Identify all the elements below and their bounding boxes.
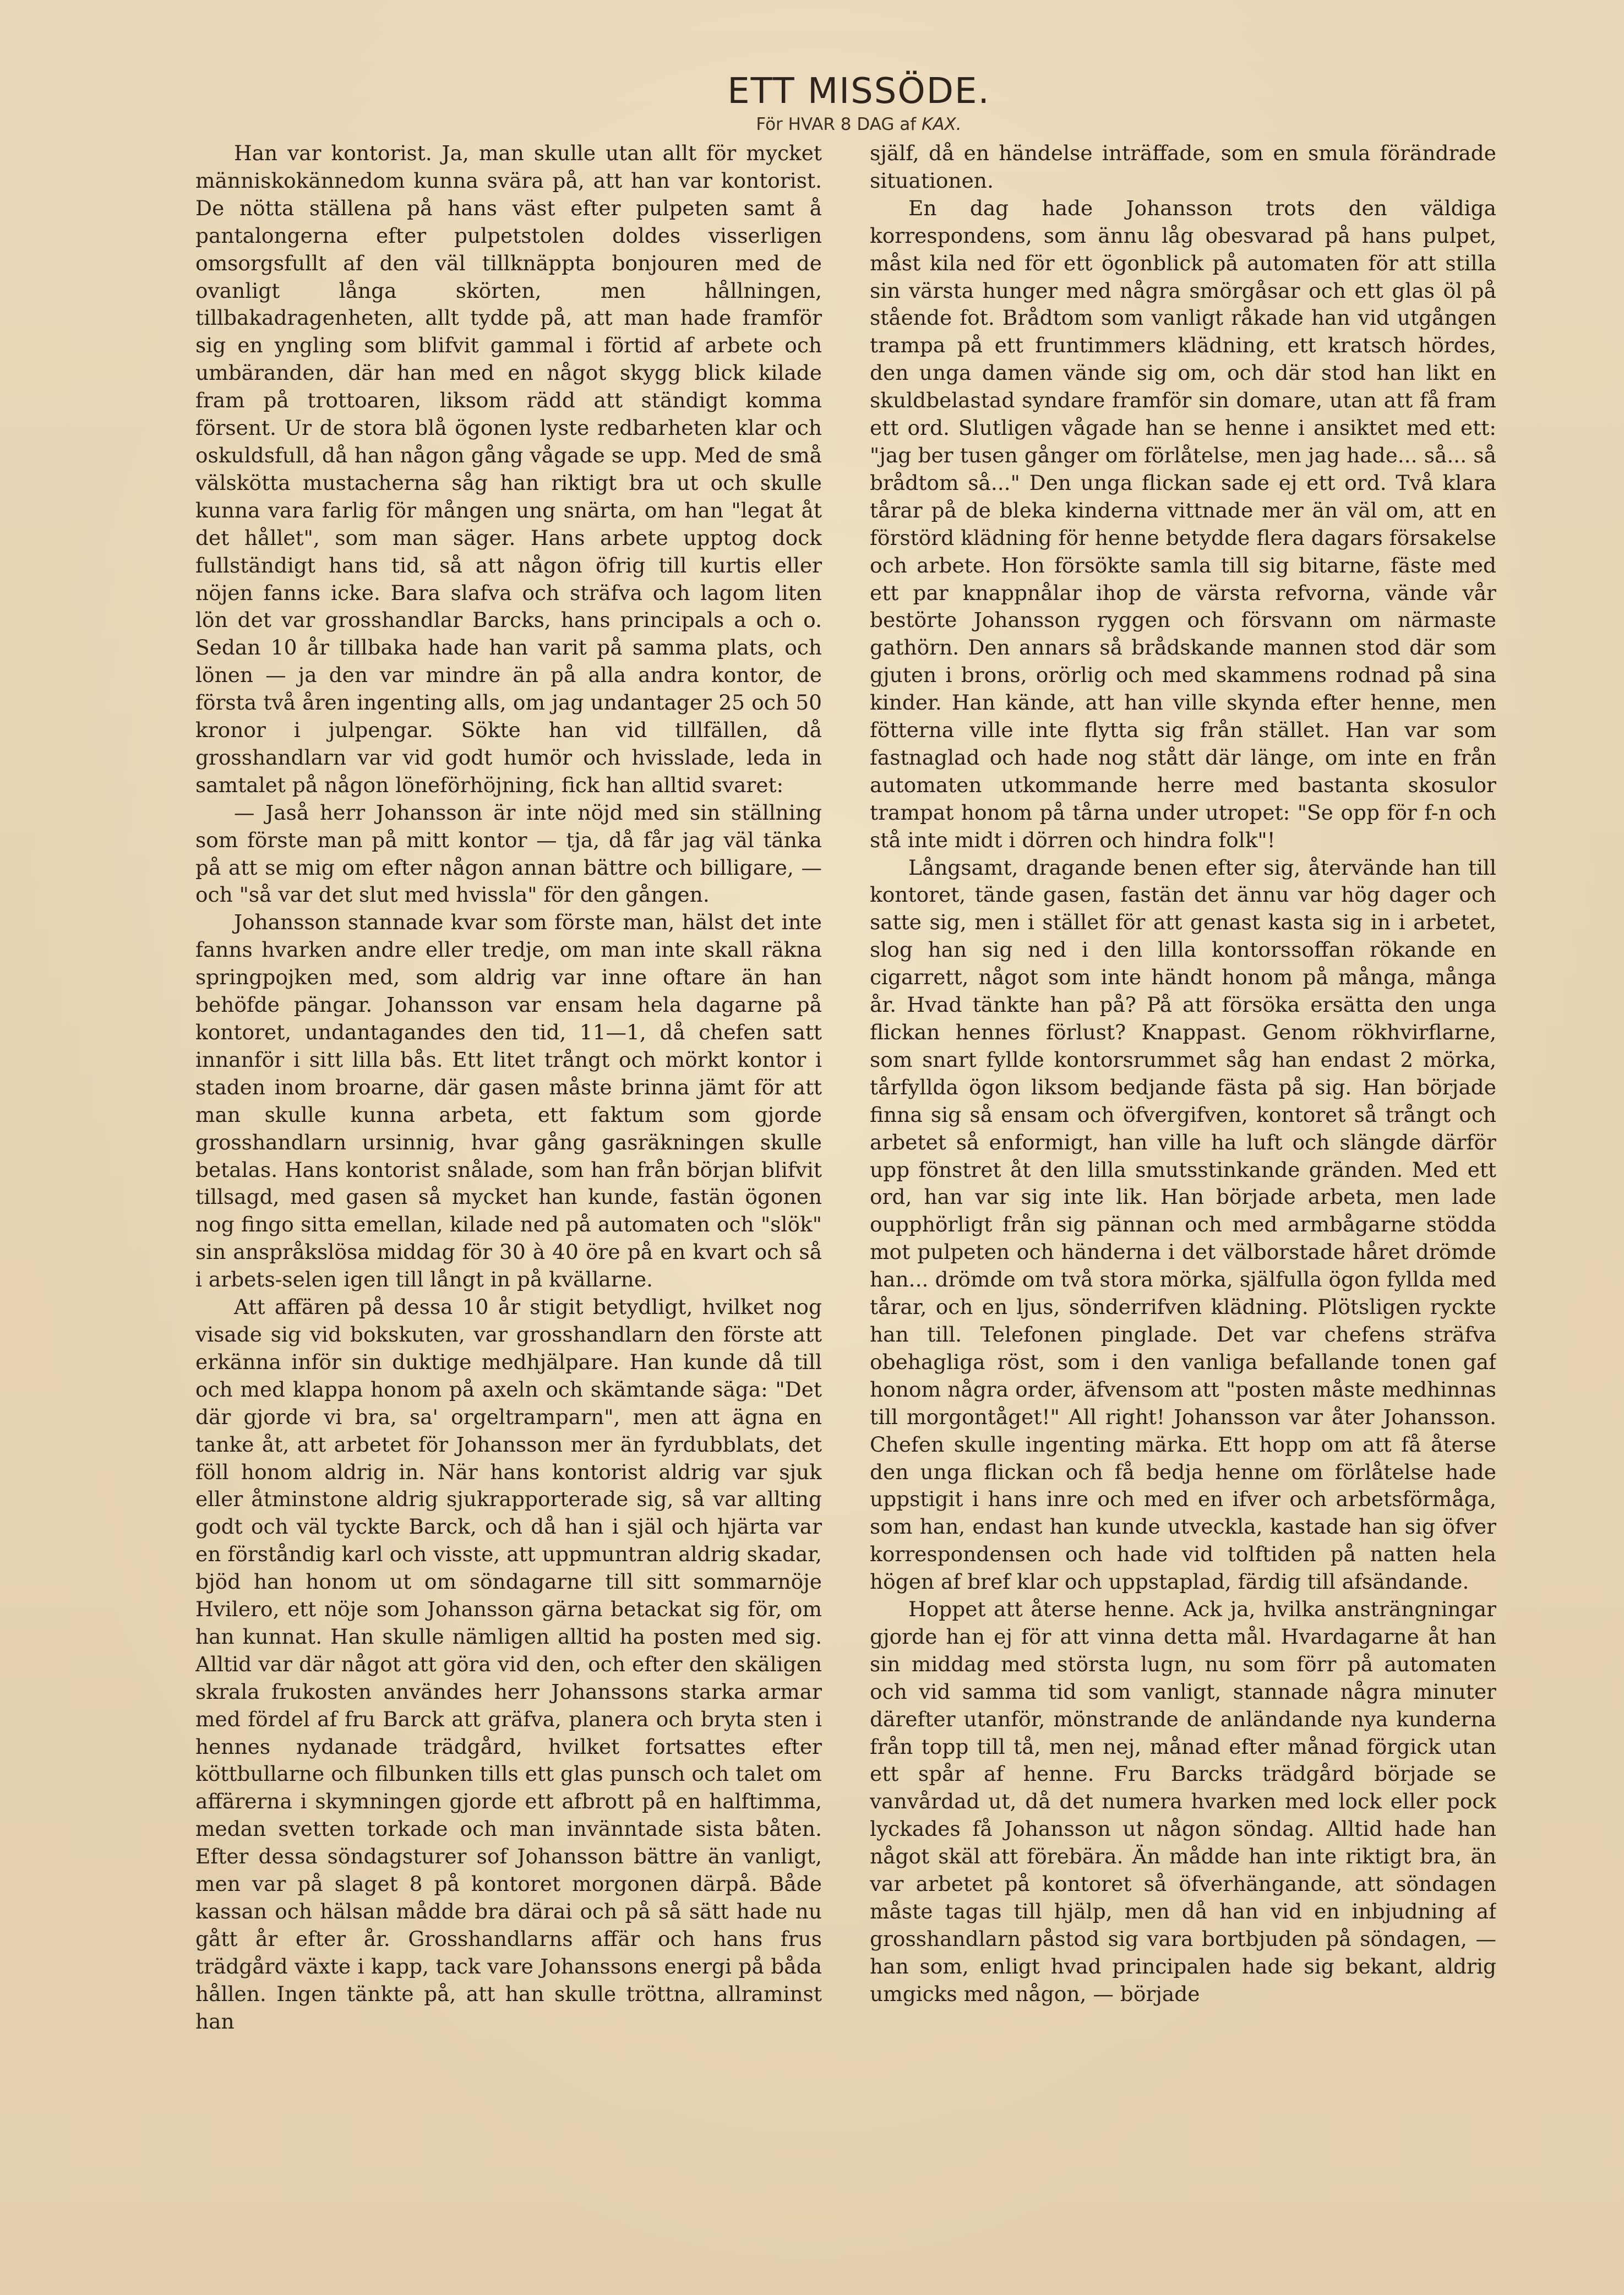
right-column <box>870 140 1496 2133</box>
paragraph: själf, då en händelse inträffade, som en smula förändrade situationen. <box>870 141 1496 193</box>
paragraph: — Jaså herr Johansson är inte nöjd med sin ställning som förste man på mitt kontor — tja, då får jag väl tänka på att se mig om efter någon annan bättre och billigare, — och "så var det slut med hvissla" för den gången. <box>195 800 822 907</box>
paragraph: Han var kontorist. Ja, man skulle utan allt för mycket människokännedom kunna svära på, att han var kontorist. De nötta ställena på hans väst efter pulpeten samt å pantalongerna efter pulpetstolen doldes visserligen omsorgsfullt af den väl tillknäppta bonjouren med de ovanligt långa skörten, men hållningen, tillbakadragenheten, allt tydde på, att man hade framför sig en yngling som blifvit gammal i förtid af arbete och umbäranden, där han med en något skygg blick kilade fram på trottoaren, liksom rädd att ständigt komma försent. Ur de stora blå ögonen lyste redbarheten klar och oskuldsfull, då han någon gång vågade se upp. Med de små välskötta mustacherna såg han riktigt bra ut och skulle kunna vara farlig för mången ung snärta, om han "legat åt det hållet", som man säger. Hans arbete upptog dock fullständigt hans tid, så att någon öfrig till kurtis eller nöjen fanns icke. Bara slafva och sträfva och lagom liten lön det var grosshandlar Barcks, hans principals a och o. Sedan 10 år tillbaka hade han varit på samma plats, och lönen — ja den var mindre än på alla andra kontor, de första två åren ingenting alls, om jag undantager 25 och 50 kronor i julpengar. Sökte han vid tillfällen, då grosshandlarn var vid godt humör och hvisslade, leda in samtalet på någon löneförhöjning, fick han alltid svaret: <box>195 141 822 797</box>
byline-author: KAX. <box>922 115 962 134</box>
paragraph: Långsamt, dragande benen efter sig, återvände han till kontoret, tände gasen, fastän det ännu var hög dager och satte sig, men i stället för att genast kasta sig in i arbetet, slog han sig ned i den lilla kontorssoffan rökande en cigarrett, något som inte händt honom på många, många år. Hvad tänkte han på? På att försöka ersätta den unga flickan hennes förlust? Knappast. Genom rökhvirflarne, som snart fyllde kontorsrummet såg han endast 2 mörka, tårfyllda ögon liksom bedjande fästa på sig. Han började finna sig så ensam och öfvergifven, kontoret så trångt och arbetet så enformigt, han ville ha luft och slängde därför upp fönstret åt den lilla smutsstinkande gränden. Med ett ord, han var sig inte lik. Han började arbeta, men lade oupphörligt från sig pännan och med armbågarne stödda mot pulpeten och händerna i det välborstade håret drömde han... drömde om två stora mörka, själfulla ögon fyllda med tårar, och en ljus, sönderrifven klädning. Plötsligen ryckte han till. Telefonen pinglade. Det var chefens sträfva obehagliga röst, som i den vanliga befallande tonen gaf honom några order, äfvensom att "posten måste medhinnas till morgontåget!" All right! Johansson var åter Johansson. Chefen skulle ingenting märka. Ett hopp om att få återse den unga flickan och få bedja henne om förlåtelse hade uppstigit i hans inre och med en ifver och arbetsförmåga, som han, endast han kunde utveckla, kastade han sig öfver korrespondensen och hade vid tolftiden på natten hela högen af bref klar och uppstaplad, färdig till afsändande. <box>870 855 1496 1594</box>
paragraph: En dag hade Johansson trots den väldiga korrespondens, som ännu låg obesvarad på hans pulpet, måst kila ned för ett ögonblick på automaten för att stilla sin värsta hunger med några smörgåsar och ett glas öl på stående fot. Brådtom som vanligt råkade han vid utgången trampa på ett fruntimmers klädning, ett kratsch hördes, den unga damen vände sig om, och där stod han likt en skuldbelastad syndare framför sin domare, utan att få fram ett ord. Slutligen vågade han se henne i ansiktet med ett: "jag ber tusen gånger om förlåtelse, men jag hade... så... så brådtom så..." Den unga flickan sade ej ett ord. Två klara tårar på de bleka kinderna vittnade mer än väl om, att en förstörd klädning för henne betydde flera dagars försakelse och arbete. Hon försökte samla till sig bitarne, fäste med ett par knappnålar ihop de värsta refvorna, vände vår bestörte Johansson ryggen och försvann om närmaste gathörn. Den annars så brådskande mannen stod där som gjuten i brons, orörlig och med skammens rodnad på sina kinder. Han kände, att han ville skynda efter henne, men fötterna ville inte flytta sig från stället. Han var som fastnaglad och hade nog stått där länge, om inte en från automaten utkommande herre med bastanta skosulor trampat honom på tårna under utropet: "Se opp för f-n och stå inte midt i dörren och hindra folk"! <box>870 195 1496 852</box>
paragraph: Hoppet att återse henne. Ack ja, hvilka ansträngningar gjorde han ej för att vinna detta mål. Hvardagarne åt han sin middag med största lugn, nu som förr på automaten och vid samma tid som vanligt, stannade några minuter därefter utanför, mönstrande de anländande nya kunderna från topp till tå, men nej, månad efter månad förgick utan ett spår af henne. Fru Barcks trädgård började se vanvårdad ut, då det numera hvarken med lock eller pock lyckades få Johansson ut någon söndag. Alltid hade han något skäl att förebära. Än mådde han inte riktigt bra, än var arbetet på kontoret så öfverhängande, att söndagen måste tagas till hjälp, men då han vid en inbjudning af grosshandlarn påstod sig vara bortbjuden på söndagen, — han som, enligt hvad principalen hade sig bekant, aldrig umgicks med någon, — började <box>870 1597 1496 2006</box>
byline-prefix: För HVAR 8 DAG af <box>756 115 917 134</box>
paragraph: Att affären på dessa 10 år stigit betydligt, hvilket nog visade sig vid bokskuten, var grosshandlarn den förste att erkänna inför sin duktige medhjälpare. Han kunde då till och med klappa honom på axeln och skämtande säga: "Det där gjorde vi bra, sa' orgeltramparn", men att ägna en tanke åt, att arbetet för Johansson mer än fyrdubblats, det föll honom aldrig in. När hans kontorist aldrig var sjuk eller åtminstone aldrig sjukrapporterade sig, så var allting godt och väl tyckte Barck, och då han i själ och hjärta var en förståndig karl och visste, att uppmuntran aldrig skadar, bjöd han honom ut om söndagarne till sitt sommarnöje Hvilero, ett nöje som Johansson gärna betackat sig för, om han kunnat. Han skulle nämligen alltid ha posten med sig. Alltid var där något att göra vid den, och efter den skäligen skrala frukosten användes herr Johanssons starka armar med fördel af fru Barck att gräfva, planera och bryta sten i hennes nydanade trädgård, hvilket fortsattes efter köttbullarne och filbunken tills ett glas punsch och talet om affärerna i skymningen gjorde ett afbrott på en halftimma, medan svetten torkade och man invänntade sista båten. Efter dessa söndagsturer sof Johansson bättre än vanligt, men var på slaget 8 på kontoret morgonen därpå. Både kassan och hälsan mådde bra därai och på så sätt hade nu gått år efter år. Grosshandlarns affär och hans frus trädgård växte i kapp, tack vare Johanssons energi på båda hållen. Ingen tänkte på, att han skulle tröttna, allraminst han <box>195 1295 822 2034</box>
article-byline <box>650 113 1068 135</box>
paragraph: Johansson stannade kvar som förste man, hälst det inte fanns hvarken andre eller tredje, om man inte skall räkna springpojken med, som aldrig var inne oftare än han behöfde pängar. Johansson var ensam hela dagarne på kontoret, undantagandes den tid, 11—1, då chefen satt innanför i sitt lilla bås. Ett litet trångt och mörkt kontor i staden inom broarne, där gasen måste brinna jämt för att man skulle kunna arbeta, ett faktum som gjorde grosshandlarn ursinnig, hvar gång gasräkningen skulle betalas. Hans kontorist snålade, som han från början blifvit tillsagd, med gasen så mycket han kunde, fastän ögonen nog fingo sitta emellan, kilade ned på automaten och "slök" sin anspråkslösa middag för 30 à 40 öre på en kvart och så i arbets-selen igen till långt in på kvällarne. <box>195 910 822 1292</box>
article-title: ETT MISSÖDE. <box>727 71 990 112</box>
left-column <box>195 140 822 2133</box>
